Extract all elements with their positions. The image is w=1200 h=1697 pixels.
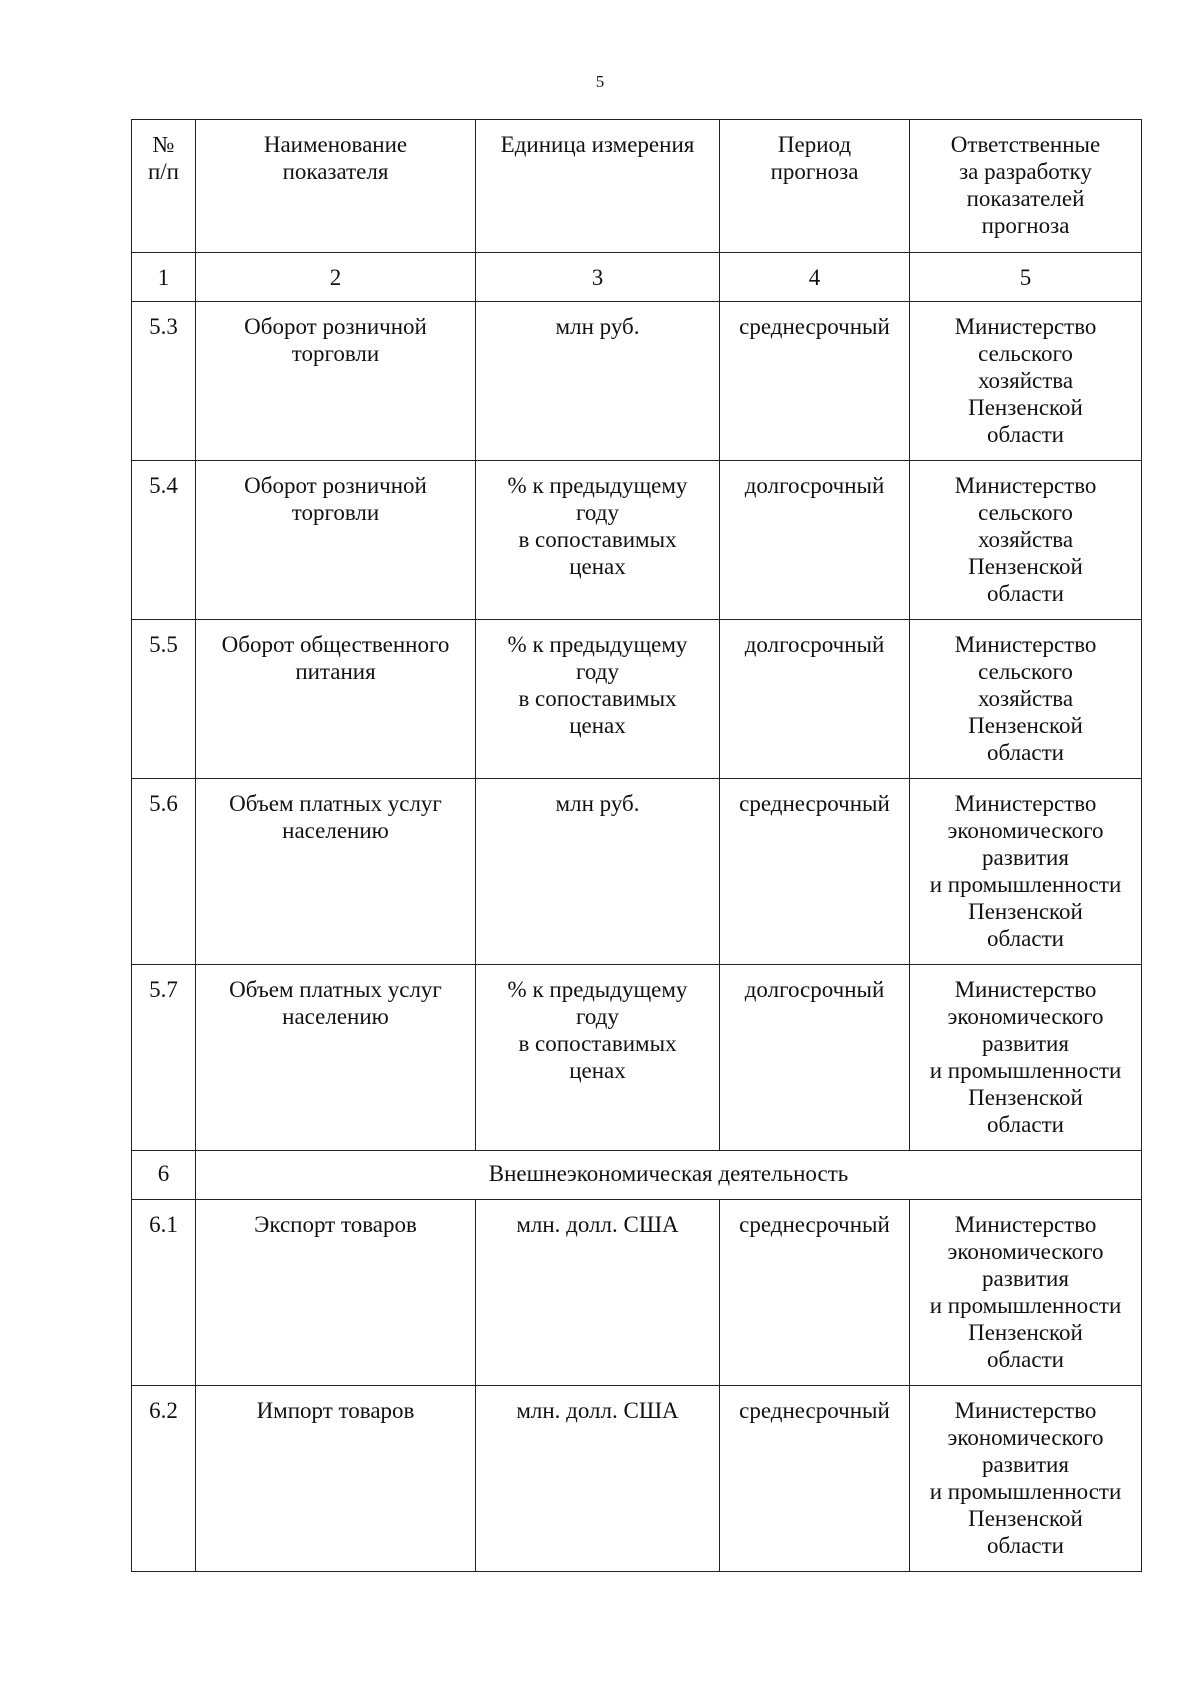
responsible-body: Министерство экономического развития и промышленности Пензенской области [910,1200,1142,1386]
unit-of-measure: % к предыдущему году в сопоставимых ценах [476,620,720,779]
table-row [132,1200,1142,1386]
responsible-body: Министерство сельского хозяйства Пензенской области [910,302,1142,461]
table-row [132,779,1142,965]
forecast-indicators-table [131,119,1142,1572]
indicator-name: Объем платных услуг населению [196,965,476,1151]
section-title: Внешнеэкономическая деятельность [196,1151,1142,1200]
indicator-name: Оборот розничной торговли [196,461,476,620]
unit-of-measure: % к предыдущему году в сопоставимых ценах [476,965,720,1151]
unit-of-measure: млн. долл. США [476,1200,720,1386]
table-row [132,302,1142,461]
indicator-name: Оборот общественного питания [196,620,476,779]
forecast-period: среднесрочный [720,1386,910,1572]
row-number: 5.5 [132,620,196,779]
row-number: 5.3 [132,302,196,461]
column-number-cell: 2 [196,253,476,302]
row-number: 6.1 [132,1200,196,1386]
table-row [132,620,1142,779]
column-numbers-row [132,253,1142,302]
indicator-name: Экспорт товаров [196,1200,476,1386]
responsible-body: Министерство экономического развития и промышленности Пензенской области [910,965,1142,1151]
table-row [132,1386,1142,1572]
row-number: 5.4 [132,461,196,620]
section-number: 6 [132,1151,196,1200]
table-header-row [132,120,1142,253]
row-number: 5.6 [132,779,196,965]
indicator-name: Объем платных услуг населению [196,779,476,965]
column-number-cell: 3 [476,253,720,302]
forecast-period: среднесрочный [720,302,910,461]
forecast-period: долгосрочный [720,461,910,620]
row-number: 6.2 [132,1386,196,1572]
column-number-cell: 1 [132,253,196,302]
forecast-period: среднесрочный [720,779,910,965]
responsible-body: Министерство экономического развития и промышленности Пензенской области [910,1386,1142,1572]
page-number: 5 [595,72,605,91]
header-cell-name: Наименование показателя [196,120,476,253]
header-cell-responsible: Ответственные за разработку показателей прогноза [910,120,1142,253]
forecast-period: среднесрочный [720,1200,910,1386]
unit-of-measure: % к предыдущему году в сопоставимых ценах [476,461,720,620]
responsible-body: Министерство экономического развития и промышленности Пензенской области [910,779,1142,965]
unit-of-measure: млн. долл. США [476,1386,720,1572]
unit-of-measure: млн руб. [476,302,720,461]
unit-of-measure: млн руб. [476,779,720,965]
header-cell-number: № п/п [132,120,196,253]
section-row [132,1151,1142,1200]
column-number-cell: 5 [910,253,1142,302]
column-number-cell: 4 [720,253,910,302]
table-row [132,965,1142,1151]
row-number: 5.7 [132,965,196,1151]
header-cell-unit: Единица измерения [476,120,720,253]
forecast-period: долгосрочный [720,620,910,779]
indicator-name: Оборот розничной торговли [196,302,476,461]
responsible-body: Министерство сельского хозяйства Пензенской области [910,620,1142,779]
table-row [132,461,1142,620]
forecast-period: долгосрочный [720,965,910,1151]
header-cell-period: Период прогноза [720,120,910,253]
indicator-name: Импорт товаров [196,1386,476,1572]
responsible-body: Министерство сельского хозяйства Пензенской области [910,461,1142,620]
